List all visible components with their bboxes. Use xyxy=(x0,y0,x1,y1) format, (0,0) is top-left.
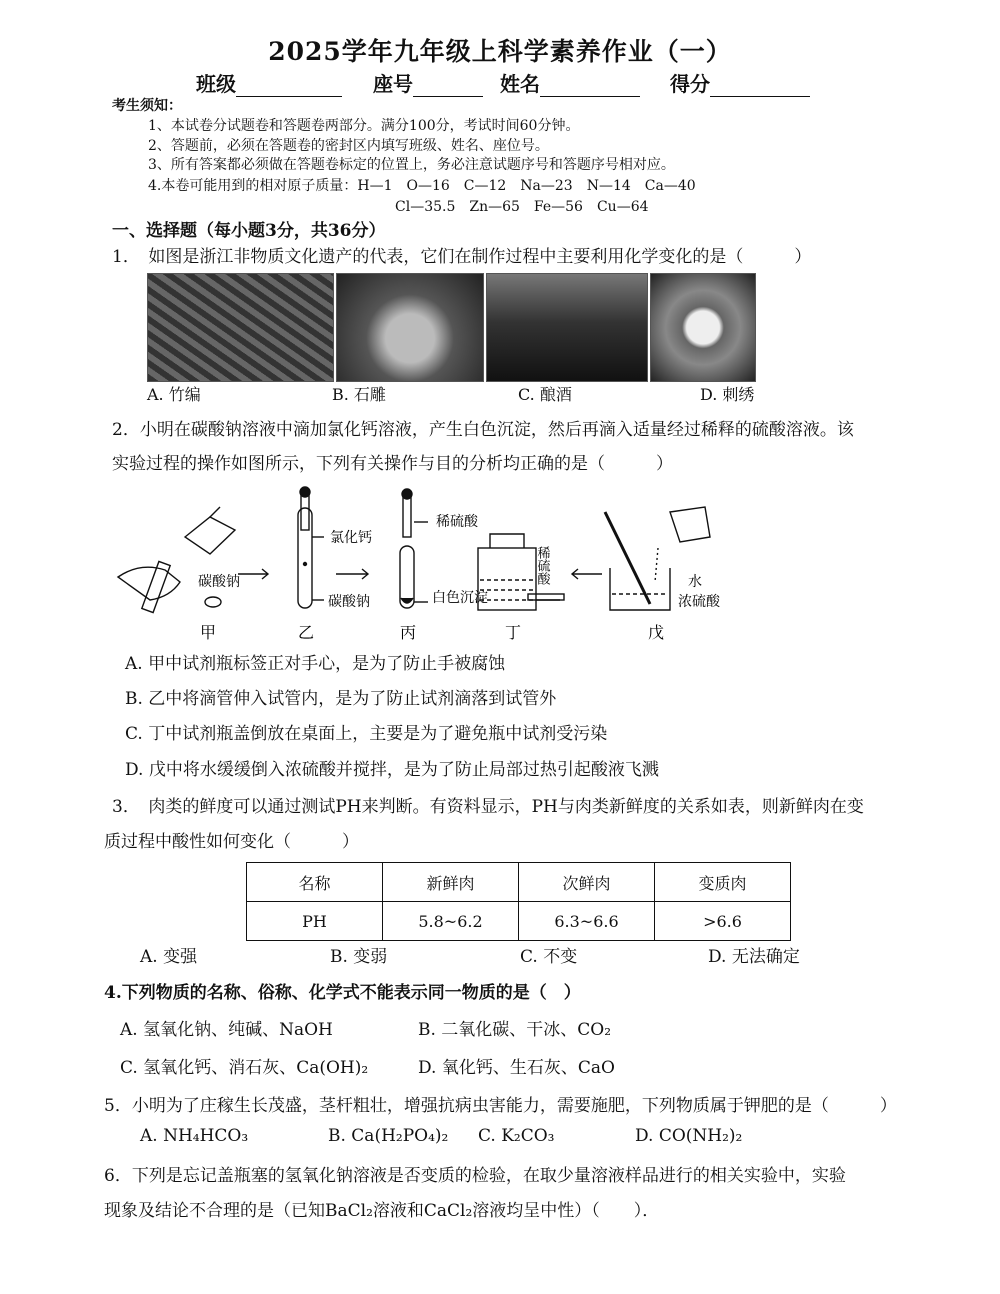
score-blank xyxy=(710,78,810,97)
label-water: 水 xyxy=(688,574,702,590)
q2-option-b: B. 乙中将滴管伸入试管内，是为了防止试剂滴落到试管外 xyxy=(125,689,557,709)
label-jia: 甲 xyxy=(200,623,217,642)
table-cell: 变质肉 xyxy=(655,863,791,902)
q4-option-a: A. 氢氧化钠、纯碱、NaOH xyxy=(120,1020,333,1040)
notice-item: 2、答题前，必须在答题卷的密封区内填写班级、姓名、座位号。 xyxy=(148,138,549,154)
q2-option-c: C. 丁中试剂瓶盖倒放在桌面上，主要是为了避免瓶中试剂受污染 xyxy=(125,724,608,744)
stone-carving-photo xyxy=(336,273,484,382)
q5-stem: 5．小明为了庄稼生长茂盛，茎杆粗壮，增强抗病虫害能力，需要施肥，下列物质属于钾肥的是（ ） xyxy=(104,1096,897,1116)
embroidery-photo xyxy=(650,273,756,382)
table-cell: PH xyxy=(247,902,383,941)
q4-option-c: C. 氢氧化钙、消石灰、Ca(OH)₂ xyxy=(120,1058,369,1078)
q1-option-b: B. 石雕 xyxy=(332,385,386,404)
q2-stem-line1: 2．小明在碳酸钠溶液中滴加氯化钙溶液，产生白色沉淀，然后再滴入适量经过稀释的硫酸溶液。该 xyxy=(112,420,854,440)
label-sodium-carbonate-tube: 碳酸钠 xyxy=(328,594,370,610)
class-blank xyxy=(236,78,342,97)
seat-blank xyxy=(413,78,483,97)
label-bing: 丙 xyxy=(400,623,417,642)
q5-option-b: B. Ca(H₂PO₄)₂ xyxy=(328,1126,449,1146)
label-calcium-chloride: 氯化钙 xyxy=(330,530,372,546)
label-yi: 乙 xyxy=(298,623,315,642)
page-title: 2025学年九年级上科学素养作业（一） xyxy=(268,37,732,66)
q6-stem-line2: 现象及结论不合理的是（已知BaCl₂溶液和CaCl₂溶液均呈中性）（ ）． xyxy=(104,1201,660,1221)
label-dilute-sulfuric: 稀硫酸 xyxy=(436,514,478,530)
table-cell: 次鲜肉 xyxy=(519,863,655,902)
q2-experiment-diagram xyxy=(110,482,770,644)
notice-heading: 考生须知： xyxy=(112,98,182,114)
q2-option-a: A. 甲中试剂瓶标签正对手心，是为了防止手被腐蚀 xyxy=(125,654,506,674)
q1-stem: 1． 如图是浙江非物质文化遗产的代表，它们在制作过程中主要利用化学变化的是（ ） xyxy=(112,247,812,267)
label-ding: 丁 xyxy=(505,623,522,642)
q3-stem-line2: 质过程中酸性如何变化（ ） xyxy=(104,832,359,852)
q1-option-a: A. 竹编 xyxy=(147,385,201,404)
notice-item: Cl—35.5 Zn—65 Fe—56 Cu—64 xyxy=(395,199,649,215)
label-conc-sulfuric: 浓硫酸 xyxy=(678,594,720,610)
name-label: 姓名 xyxy=(500,72,540,96)
table-row xyxy=(247,902,791,941)
notice-item: 1、本试卷分试题卷和答题卷两部分。满分100分，考试时间60分钟。 xyxy=(148,118,580,134)
q3-option-b: B. 变弱 xyxy=(330,947,388,967)
q3-option-c: C. 不变 xyxy=(520,947,578,967)
q5-option-a: A. NH₄HCO₃ xyxy=(140,1126,249,1146)
name-blank xyxy=(540,78,640,97)
q3-option-d: D. 无法确定 xyxy=(708,947,800,967)
q5-option-d: D. CO(NH₂)₂ xyxy=(635,1126,743,1146)
label-wu: 戊 xyxy=(648,623,665,642)
label-sodium-carbonate: 碳酸钠 xyxy=(198,574,240,590)
table-cell: >6.6 xyxy=(655,902,791,941)
q3-stem-line1: 3． 肉类的鲜度可以通过测试PH来判断。有资料显示，PH与肉类新鲜度的关系如表，则新鲜肉在变 xyxy=(112,797,864,817)
q3-option-a: A. 变强 xyxy=(140,947,198,967)
label-dilute-sulfuric-bottle: 稀硫酸 xyxy=(534,546,550,585)
q4-stem: 4.下列物质的名称、俗称、化学式不能表示同一物质的是（ ） xyxy=(104,983,581,1003)
score-label: 得分 xyxy=(670,72,710,96)
seat-field xyxy=(373,68,483,97)
table-cell: 6.3~6.6 xyxy=(519,902,655,941)
q1-option-d: D. 刺绣 xyxy=(700,385,755,404)
wine-brewing-photo xyxy=(486,273,648,382)
q2-option-d: D. 戊中将水缓缓倒入浓硫酸并搅拌，是为了防止局部过热引起酸液飞溅 xyxy=(125,760,659,780)
q2-stem-line2: 实验过程的操作如图所示，下列有关操作与目的分析均正确的是（ ） xyxy=(112,454,673,474)
label-white-precipitate: 白色沉淀 xyxy=(432,590,488,606)
table-cell: 名称 xyxy=(247,863,383,902)
q4-option-b: B. 二氧化碳、干冰、CO₂ xyxy=(418,1020,612,1040)
notice-item: 4.本卷可能用到的相对原子质量：H—1 O—16 C—12 Na—23 N—14 Ca—40 xyxy=(148,178,696,194)
name-field xyxy=(500,68,640,97)
ph-freshness-table xyxy=(246,862,791,941)
table-cell: 新鲜肉 xyxy=(383,863,519,902)
q6-stem-line1: 6．下列是忘记盖瓶塞的氢氧化钠溶液是否变质的检验，在取少量溶液样品进行的相关实验中，实验 xyxy=(104,1166,846,1186)
class-label: 班级 xyxy=(196,72,236,96)
score-field xyxy=(670,68,810,97)
table-cell: 5.8~6.2 xyxy=(383,902,519,941)
q4-option-d: D. 氧化钙、生石灰、CaO xyxy=(418,1058,615,1078)
section-heading: 一、选择题（每小题3分，共36分） xyxy=(112,221,386,241)
q5-option-c: C. K₂CO₃ xyxy=(478,1126,555,1146)
q1-option-c: C. 酿酒 xyxy=(518,385,572,404)
class-field xyxy=(196,68,342,97)
notice-item: 3、所有答案都必须做在答题卷标定的位置上，务必注意试题序号和答题序号相对应。 xyxy=(148,157,675,173)
seat-label: 座号 xyxy=(373,72,413,96)
bamboo-weaving-photo xyxy=(147,273,334,382)
table-header-row xyxy=(247,863,791,902)
